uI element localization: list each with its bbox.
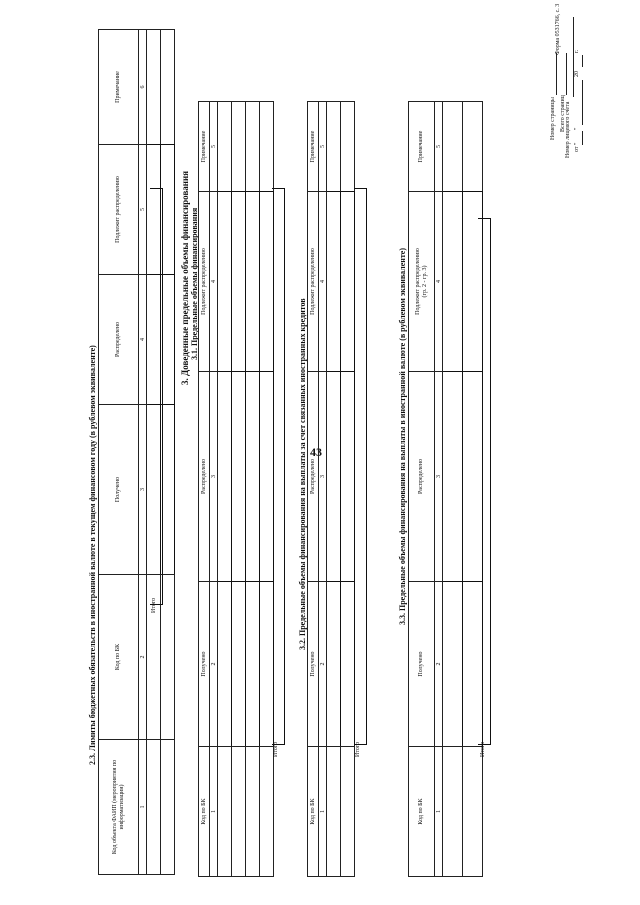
- date-century: 20: [574, 71, 580, 77]
- col-header-bk-code: Код по БК: [99, 575, 139, 740]
- col-header-to-distribute-note: (гр. 2 - гр. 3): [421, 265, 428, 298]
- col-number: 5: [319, 102, 327, 192]
- section-3-1-total-row[interactable]: [272, 188, 285, 745]
- col-number: 1: [319, 747, 327, 877]
- table-cell[interactable]: [341, 747, 355, 877]
- page-number-field[interactable]: [548, 53, 557, 95]
- table-cell[interactable]: [260, 747, 274, 877]
- table-cell[interactable]: [232, 372, 246, 582]
- table-cell[interactable]: [232, 582, 246, 747]
- col-header-note: Примечание: [308, 102, 319, 192]
- table-cell[interactable]: [161, 740, 175, 875]
- page-number: 43: [310, 445, 322, 459]
- table-cell[interactable]: [218, 582, 232, 747]
- section-2-3-title: 2.3. Лимиты бюджетных обязательств в иностранной валюте в текущем финансовом году (в рублевом эквиваленте): [88, 345, 97, 765]
- table-row: [341, 102, 355, 877]
- table-cell[interactable]: [327, 372, 341, 582]
- table-cell[interactable]: [232, 747, 246, 877]
- table-cell[interactable]: [341, 582, 355, 747]
- col-number: 5: [139, 145, 147, 275]
- table-cell[interactable]: [218, 372, 232, 582]
- account-label: Номер лицевого счета: [565, 101, 571, 158]
- col-header-note: Примечание: [409, 102, 435, 192]
- col-header-distributed: Распределено: [308, 372, 319, 582]
- col-header-distributed: Распределено: [409, 372, 435, 582]
- table-row: [218, 102, 232, 877]
- section-3-1-total-label: Итого: [273, 741, 279, 757]
- form-code: Форма 0531766, с. 3: [555, 3, 561, 55]
- col-header-bk-code: Код по БК: [199, 747, 210, 877]
- table-cell[interactable]: [161, 30, 175, 145]
- date-day-field[interactable]: [574, 131, 583, 145]
- col-number: 3: [435, 372, 443, 582]
- table-cell[interactable]: [443, 582, 463, 747]
- section-3-2-title: 3.2. Предельные объемы финансирования на выплаты за счет связанных иностранных кредитов: [298, 298, 307, 650]
- section-3-3-total-label: Итого: [480, 741, 486, 757]
- col-number: 2: [210, 582, 218, 747]
- col-number: 1: [210, 747, 218, 877]
- date-prefix: от ": [574, 142, 580, 152]
- section-3-3-table: [408, 101, 483, 877]
- table-cell[interactable]: [341, 102, 355, 192]
- section-3-2-total-label: Итого: [355, 741, 361, 757]
- section-2-3-total-label: Итого: [151, 597, 157, 613]
- table-row: [232, 102, 246, 877]
- table-cell[interactable]: [246, 102, 260, 192]
- table-row: [443, 102, 463, 877]
- table-cell[interactable]: [246, 582, 260, 747]
- col-number: 5: [210, 102, 218, 192]
- col-number: 4: [435, 192, 443, 372]
- col-header-to-distribute-label: Подлежит распределению: [414, 248, 421, 315]
- page-label: Номер страницы: [550, 97, 556, 140]
- table-cell[interactable]: [147, 740, 161, 875]
- col-header-to-distribute: Подлежит распределению: [308, 192, 319, 372]
- col-header-to-distribute: [409, 192, 435, 372]
- col-number: 5: [435, 102, 443, 192]
- table-cell[interactable]: [232, 192, 246, 372]
- section-3-3-total-row[interactable]: [478, 218, 491, 745]
- col-header-distributed: Распределено: [99, 275, 139, 405]
- date-month-field[interactable]: [574, 80, 583, 125]
- col-header-distributed: Распределено: [199, 372, 210, 582]
- col-number: 3: [210, 372, 218, 582]
- col-header-received: Получено: [409, 582, 435, 747]
- table-cell[interactable]: [463, 102, 483, 192]
- table-cell[interactable]: [327, 102, 341, 192]
- table-cell[interactable]: [218, 192, 232, 372]
- table-cell[interactable]: [443, 372, 463, 582]
- section-3-title: 3. Доведенные предельные объемы финансирования: [180, 170, 190, 385]
- col-header-received: Получено: [308, 582, 319, 747]
- section-2-3-table: [98, 29, 175, 875]
- col-number: 3: [139, 405, 147, 575]
- table-cell[interactable]: [443, 192, 463, 372]
- col-number: 4: [210, 192, 218, 372]
- section-3-3-title: 3.3. Предельные объемы финансирования на выплаты в иностранной валюте (в рублевом эквиваленте): [398, 248, 407, 625]
- table-cell[interactable]: [246, 747, 260, 877]
- table-cell[interactable]: [341, 372, 355, 582]
- col-number: 2: [319, 582, 327, 747]
- col-number: 2: [139, 575, 147, 740]
- table-cell[interactable]: [246, 192, 260, 372]
- table-cell[interactable]: [327, 747, 341, 877]
- col-number: 1: [435, 747, 443, 877]
- col-number: 3: [319, 372, 327, 582]
- table-row: [246, 102, 260, 877]
- table-cell[interactable]: [327, 192, 341, 372]
- date-year-field[interactable]: [574, 55, 583, 67]
- table-cell[interactable]: [218, 102, 232, 192]
- table-cell[interactable]: [327, 582, 341, 747]
- col-number: 4: [139, 275, 147, 405]
- table-row: [327, 102, 341, 877]
- col-header-faip-code: Код объекта ФАИП (мероприятия по информатизации): [99, 740, 139, 875]
- table-cell[interactable]: [147, 30, 161, 145]
- section-3-1-table: [198, 101, 274, 877]
- table-cell[interactable]: [443, 102, 463, 192]
- table-cell[interactable]: [443, 747, 463, 877]
- col-header-note: Примечание: [99, 30, 139, 145]
- table-cell[interactable]: [260, 102, 274, 192]
- table-cell[interactable]: [463, 747, 483, 877]
- col-number: 6: [139, 30, 147, 145]
- col-number: 1: [139, 740, 147, 875]
- section-3-2-table: [307, 101, 355, 877]
- total-pages-field[interactable]: [558, 53, 567, 95]
- col-number: 4: [319, 192, 327, 372]
- col-header-received: Получено: [99, 405, 139, 575]
- col-header-received: Получено: [199, 582, 210, 747]
- table-cell[interactable]: [246, 372, 260, 582]
- section-3-1-title: 3.1. Предельные объемы финансирования: [190, 207, 199, 360]
- section-3-2-total-row[interactable]: [354, 188, 367, 745]
- table-cell[interactable]: [232, 102, 246, 192]
- col-header-note: Примечание: [199, 102, 210, 192]
- date-quote: ": [574, 127, 580, 130]
- section-2-3-total-row[interactable]: [150, 188, 163, 605]
- col-header-to-distribute: Подлежит распределению: [99, 145, 139, 275]
- date-suffix: г.: [574, 49, 580, 53]
- col-header-to-distribute: Подлежит распределению: [199, 192, 210, 372]
- col-number: 2: [435, 582, 443, 747]
- total-pages-label: Всего страниц: [560, 95, 566, 132]
- table-cell[interactable]: [218, 747, 232, 877]
- col-header-bk-code: Код по БК: [409, 747, 435, 877]
- table-cell[interactable]: [341, 192, 355, 372]
- col-header-bk-code: Код по БК: [308, 747, 319, 877]
